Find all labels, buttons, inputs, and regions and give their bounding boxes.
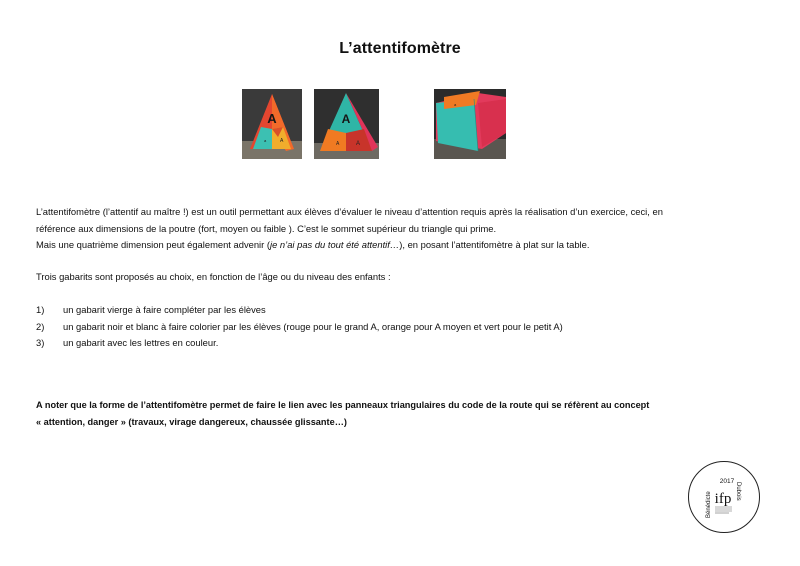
attentifometre-photo-3 xyxy=(434,89,506,159)
intro-line-2: référence aux dimensions de la poutre (fort, moyen ou faible ). C’est le sommet supérieur du triangle qui prime. xyxy=(36,222,497,234)
note-line-2: « attention, danger » (travaux, virage dangereux, chaussée glissante…) xyxy=(36,416,347,427)
svg-text:a: a xyxy=(454,102,457,107)
gabarits-intro: Trois gabarits sont proposés au choix, en fonction de l’âge ou du niveau des enfants : xyxy=(36,271,391,282)
stamp-first-name: Bénédicte xyxy=(706,491,712,518)
author-stamp xyxy=(688,461,760,533)
gabarit-list xyxy=(36,302,766,352)
list-item: 2) un gabarit noir et blanc à faire colorier par les élèves (rouge pour le grand A, orange pour A moyen et vert pour le petit A) xyxy=(36,320,563,332)
svg-text:A: A xyxy=(336,141,340,147)
intro-line-3: Mais une quatrième dimension peut également advenir (je n’ai pas du tout été attentif…), en posant l’attentifomètre à plat sur la table. xyxy=(36,239,590,250)
svg-text:A: A xyxy=(356,141,361,147)
svg-text:a: a xyxy=(264,138,267,143)
stamp-year: 2017 xyxy=(719,478,735,485)
list-item: 1) un gabarit vierge à faire compléter par les élèves xyxy=(36,304,266,315)
intro-line-1: L’attentifomètre (l’attentif au maître !) est un outil permettant aux élèves d’évaluer le niveau d’attention requis après la réalisation d’un exercice, ceci, en xyxy=(36,206,663,217)
big-a-letter: A xyxy=(267,111,277,126)
italic-quote: je n’ai pas du tout été attentif… xyxy=(270,239,400,250)
attentifometre-photo-2 xyxy=(314,89,379,159)
list-item: 3) un gabarit avec les lettres en couleur. xyxy=(36,337,219,348)
page-title: L’attentifomètre xyxy=(339,40,461,57)
note-line-1: A noter que la forme de l’attentifomètre permet de faire le lien avec les panneaux triangulaires du code de la route qui se réfèrent au concept xyxy=(36,400,650,410)
intro-paragraph xyxy=(36,204,766,254)
orange-a-letter: A xyxy=(341,112,351,126)
note-paragraph xyxy=(36,397,766,430)
attentifometre-photo-1 xyxy=(242,89,302,159)
svg-text:A: A xyxy=(280,138,284,144)
ifp-logo: ifp xyxy=(714,491,732,507)
stamp-last-name: Dubois xyxy=(735,482,741,501)
